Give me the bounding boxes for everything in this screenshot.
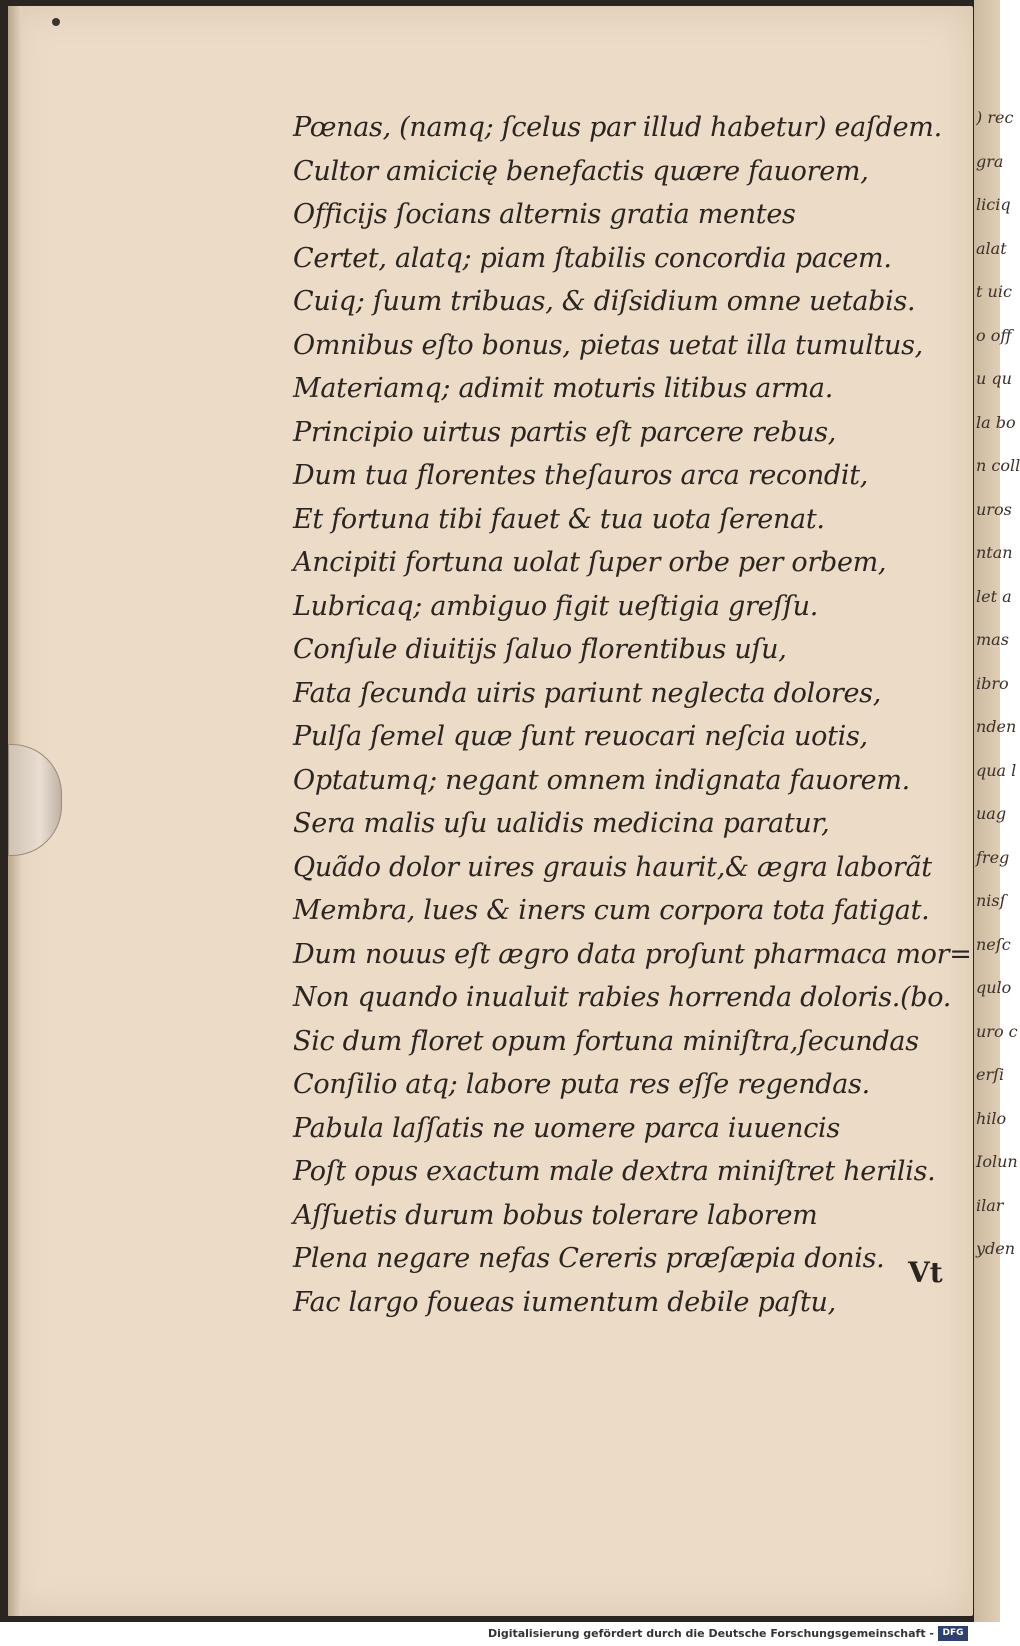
facing-page-fragment: freg xyxy=(976,847,1010,867)
facing-page-fragment: liciq xyxy=(976,195,1011,214)
facing-page-fragment: uro c xyxy=(976,1021,1018,1041)
verse-line: Lubricaq; ambiguo figit ueſtigia greſſu. xyxy=(293,590,819,622)
facing-page-fragment: u qu xyxy=(976,369,1012,388)
facing-page-fragment: nden xyxy=(976,717,1017,736)
facing-page-fragment: t uic xyxy=(976,282,1012,301)
verse-line: Cultor amicicię benefactis quære fauorem, xyxy=(293,155,869,187)
facing-page-fragment: uros xyxy=(976,499,1012,519)
verse-line: Materiamq; adimit moturis litibus arma. xyxy=(293,373,833,404)
facing-page-fragment: o off xyxy=(976,325,1012,345)
verse-line: Dum tua florentes theſauros arca recondit, xyxy=(293,460,869,491)
verse-text-block xyxy=(293,106,973,1324)
facing-page-fragment: uag xyxy=(976,804,1007,823)
verse-line: Certet, alatq; piam ſtabilis concordia pacem. xyxy=(293,242,892,274)
book-clasp xyxy=(8,744,62,856)
verse-line: Membra, lues & iners cum corpora tota fatigat. xyxy=(293,895,930,926)
facing-page-fragment: ) rec xyxy=(976,108,1014,127)
facing-page-fragment: mas xyxy=(976,630,1009,649)
verse-line: Et fortuna tibi fauet & tua uota ſerenat. xyxy=(293,503,825,535)
verse-line: Conſilio atq; labore puta res eſſe regendas. xyxy=(293,1069,870,1100)
facing-page-fragment: let a xyxy=(976,586,1012,606)
verse-line: Cuiq; ſuum tribuas, & diſsidium omne uetabis. xyxy=(293,286,916,317)
facing-page-fragment: yden xyxy=(976,1239,1016,1258)
verse-line: Poſt opus exactum male dextra miniſtret herilis. xyxy=(293,1156,936,1187)
ink-dot xyxy=(52,18,60,26)
verse-line: Optatumq; negant omnem indignata fauorem. xyxy=(293,764,910,796)
verse-line: Officijs ſocians alternis gratia mentes xyxy=(293,199,796,230)
facing-page-fragment: qua l xyxy=(976,760,1017,780)
verse-line: Fata ſecunda uiris pariunt neglecta dolores, xyxy=(293,677,881,709)
verse-line: Principio uirtus partis eſt parcere rebus, xyxy=(293,416,837,448)
facing-page-fragment: ilar xyxy=(976,1195,1004,1215)
facing-page-fragment: alat xyxy=(976,238,1007,258)
facing-page-fragment: ntan xyxy=(976,543,1013,562)
dfg-logo: DFG xyxy=(938,1626,968,1641)
verse-line: Omnibus eſto bonus, pietas uetat illa tumultus, xyxy=(293,329,923,361)
facing-page-fragment: n coll xyxy=(976,456,1020,475)
facing-page-fragment: erſi xyxy=(976,1065,1005,1084)
verse-line: Quãdo dolor uires grauis haurit,& ægra laborãt xyxy=(293,851,932,883)
facing-page-fragment: la bo xyxy=(976,412,1016,432)
funding-notice: Digitalisierung gefördert durch die Deutsche Forschungsgemeinschaft - xyxy=(487,1627,934,1640)
verse-line: Sic dum floret opum fortuna miniſtra,ſecundas xyxy=(293,1025,919,1057)
verse-line: Dum nouus eſt ægro data proſunt pharmaca mor= xyxy=(293,938,972,970)
verse-line: Ancipiti fortuna uolat ſuper orbe per orbem, xyxy=(293,547,887,578)
verse-line: Pulſa ſemel quæ ſunt reuocari neſcia uotis, xyxy=(293,721,868,752)
verse-line: Non quando inualuit rabies horrenda doloris.(bo. xyxy=(293,982,952,1013)
verse-line: Conſule diuitijs ſaluo florentibus uſu, xyxy=(293,634,787,665)
facing-page-edge xyxy=(974,0,1020,1622)
facing-page-fragment: hilo xyxy=(976,1108,1007,1128)
facing-page-fragment: nisſ xyxy=(976,891,1006,910)
verse-line: Pabula laſſatis ne uomere parca iuuencis xyxy=(293,1112,840,1144)
catchword: Vt xyxy=(908,1256,943,1289)
facing-page-fragment: gra xyxy=(976,151,1004,171)
footer-bar xyxy=(0,1622,1000,1646)
verse-line: Sera malis uſu ualidis medicina paratur, xyxy=(293,808,830,839)
verse-line: Aſſuetis durum bobus tolerare laborem xyxy=(293,1199,818,1231)
facing-page-fragment: neſc xyxy=(976,934,1011,954)
book-page xyxy=(8,6,973,1616)
verse-line: Fac largo foueas iumentum debile paſtu, xyxy=(293,1286,836,1318)
verse-line: Plena negare nefas Cereris præſæpia donis. xyxy=(293,1243,885,1274)
facing-page-fragment: qulo xyxy=(976,978,1012,997)
facing-page-fragment: ibro xyxy=(976,673,1009,693)
facing-page-fragment: Iolun xyxy=(976,1152,1018,1171)
verse-line: Pœnas, (namq; ſcelus par illud habetur) eaſdem. xyxy=(293,112,942,143)
